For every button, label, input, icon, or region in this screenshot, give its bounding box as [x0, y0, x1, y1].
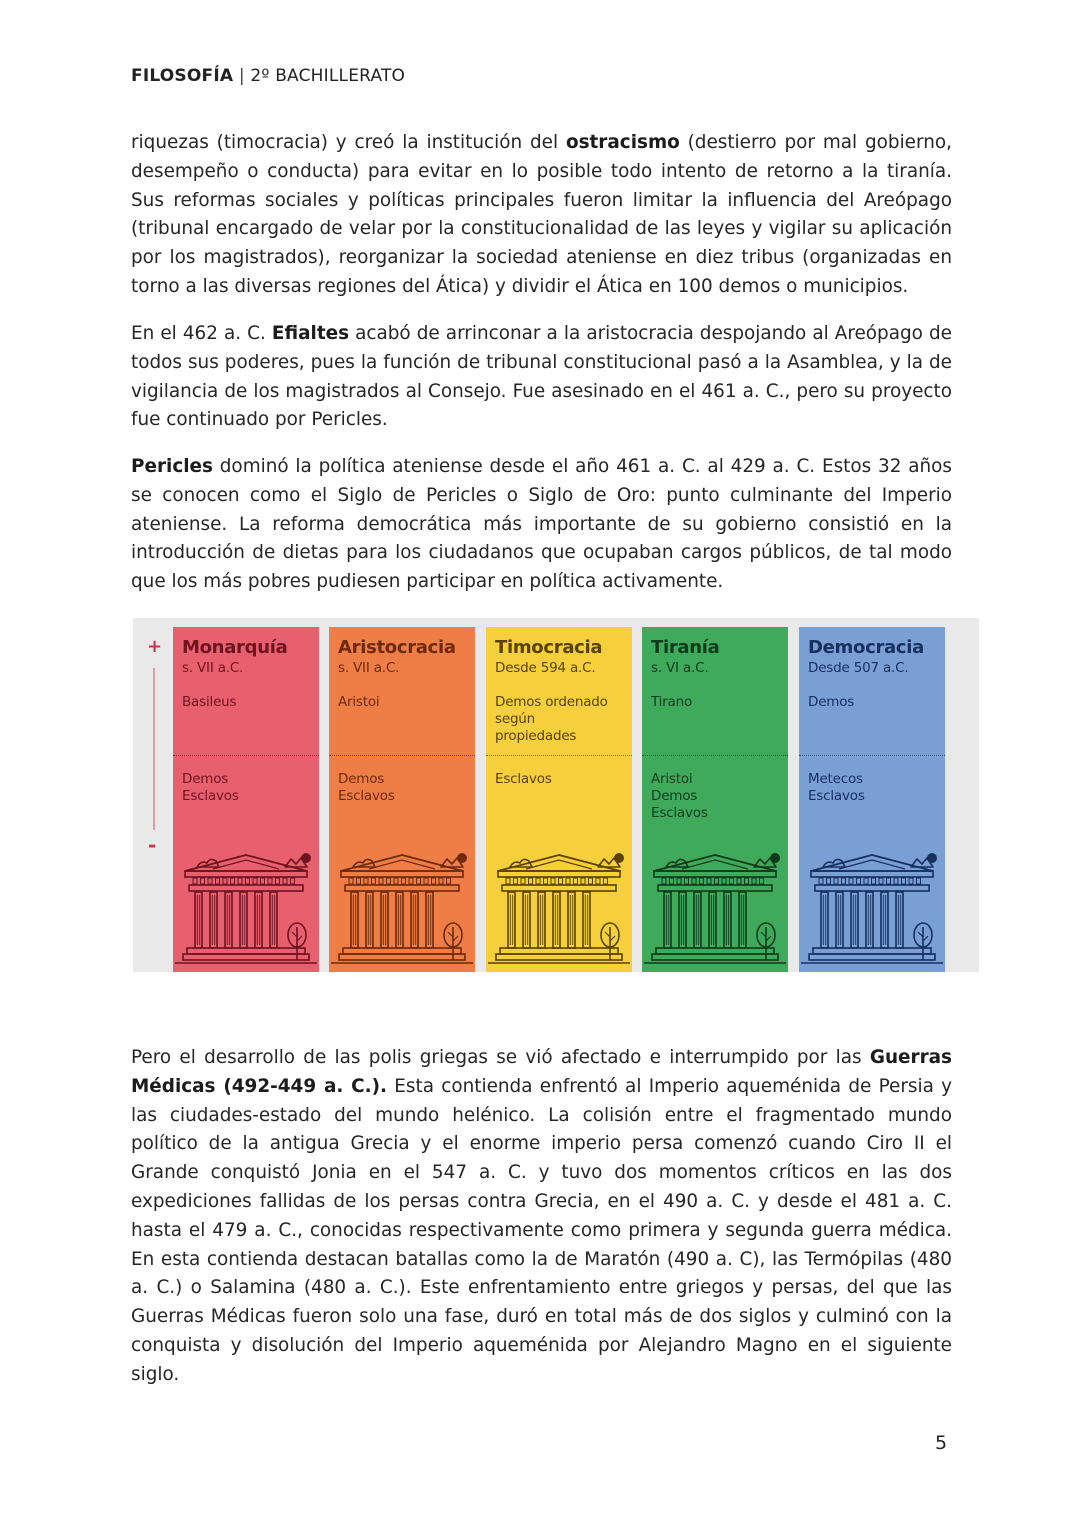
p2-text-a: En el 462 a. C. [131, 323, 272, 344]
temple-icon [486, 827, 632, 972]
p4-text-c: Esta contienda enfrentó al Imperio aqueménida de Persia y las ciudades-estado del mundo helénico. La colisión entre el fragmentado mundo político de la antigua Grecia y el enorme imperio persa comenzó cuando Ciro II el Grande conquistó Jonia en el 547 a. C. y tuvo dos momentos críticos en las dos expediciones fallidas de los persas contra Grecia, en el 490 a. C. y desde el 481 a. C. hasta el 479 a. C., conocidas respectivamente como primera y segunda guerra médica. En esta contienda destacan batallas como la de Maratón (490 a. C), las Termópilas (480 a. C.) o Salamina (480 a. C.). Este enfrentamiento entre griegos y persas, del que las Guerras Médicas fueron solo una fase, duró en total más de dos siglos y culminó con la conquista y disolución del Imperio aqueménida por Alejandro Magno en el siguiente siglo. [131, 1075, 952, 1385]
ruled-line: Metecos [808, 771, 863, 787]
p1-bold-ostracismo: ostracismo [565, 132, 680, 153]
column-ruled [338, 771, 464, 805]
government-column-1 [173, 627, 319, 972]
column-title: Tiranía [651, 637, 720, 658]
ruled-line: Esclavos [182, 788, 239, 805]
ruler-line: Basileus [182, 694, 237, 710]
temple-icon [173, 827, 319, 972]
ruler-line: según [495, 711, 536, 728]
column-divider [329, 755, 475, 756]
column-rulers [808, 694, 934, 711]
p2-bold-efialtes: Efialtes [271, 323, 350, 344]
p3-text-c: dominó la política ateniense desde el año 461 a. C. al 429 a. C. Estos 32 años se conocen como el Siglo de Pericles o Siglo de Oro: punto culminante del Imperio ateniense. La reforma democrática más importante de su gobierno consistió en la introducción de dietas para los ciudadanos que ocupaban cargos públicos, de tal modo que los más pobres pudiesen participar en política activamente. [131, 456, 952, 593]
axis-line [153, 668, 155, 830]
column-date: s. VII a.C. [338, 660, 400, 676]
paragraph-guerras-medicas [131, 1044, 952, 1390]
temple-icon [329, 827, 475, 972]
temple-icon [799, 827, 945, 972]
page-number: 5 [935, 1432, 948, 1454]
column-rulers [338, 694, 464, 711]
p4-text-a: Pero el desarrollo de las polis griegas se vió afectado e interrumpido por las [131, 1047, 870, 1068]
ruled-line: Demos [338, 771, 385, 787]
header-separator: | [233, 66, 251, 86]
column-divider [642, 755, 788, 756]
ruled-line: Demos [651, 788, 698, 805]
ruler-line: Aristoi [338, 694, 380, 710]
ruled-line: Demos [182, 771, 229, 787]
column-title: Aristocracia [338, 637, 456, 658]
column-date: Desde 507 a.C. [808, 660, 909, 676]
ruled-line: Esclavos [808, 788, 865, 805]
p1-text-c: (destierro por mal gobierno, desempeño o conducta) para evitar en lo posible todo intento de retorno a la tiranía. Sus reformas sociales y políticas principales fueron limitar la influencia del Areópago (tribunal encargado de velar por la constitucionalidad de las leyes y vigilar su aplicación por los magistrados), reorganizar la sociedad ateniense en diez tribus (organizadas en torno a las diversas regiones del Ática) y dividir el Ática en 100 demos o municipios. [131, 132, 952, 297]
ruled-line: Esclavos [495, 771, 552, 787]
paragraph-pericles [131, 453, 952, 597]
column-date: Desde 594 a.C. [495, 660, 596, 676]
government-column-3 [486, 627, 632, 972]
p2-text-c: acabó de arrinconar a la aristocracia despojando al Areópago de todos sus poderes, pues la función de tribunal constitucional pasó a la Asamblea, y la de vigilancia de los magistrados al Consejo. Fue asesinado en el 461 a. C., pero su proyecto fue continuado por Pericles. [131, 323, 952, 431]
column-title: Monarquía [182, 637, 288, 658]
ruler-line: Demos [808, 694, 855, 710]
column-divider [173, 755, 319, 756]
column-ruled [808, 771, 934, 805]
government-column-5 [799, 627, 945, 972]
ruler-line: Demos ordenado [495, 694, 608, 710]
axis-minus-label: - [148, 833, 157, 857]
paragraph-efialtes [131, 320, 952, 435]
temple-icon [642, 827, 788, 972]
government-column-4 [642, 627, 788, 972]
p1-text-a: riquezas (timocracia) y creó la institución del [131, 132, 566, 153]
column-divider [799, 755, 945, 756]
column-divider [486, 755, 632, 756]
ruled-line: Esclavos [651, 805, 708, 822]
forms-of-government-figure [133, 618, 979, 972]
column-rulers [182, 694, 308, 711]
ruler-line: propiedades [495, 728, 577, 745]
column-ruled [495, 771, 621, 788]
ruled-line: Esclavos [338, 788, 395, 805]
column-date: s. VI a.C. [651, 660, 709, 676]
column-rulers [651, 694, 777, 711]
column-ruled [651, 771, 777, 823]
column-title: Democracia [808, 637, 924, 658]
column-title: Timocracia [495, 637, 603, 658]
government-column-2 [329, 627, 475, 972]
column-date: s. VII a.C. [182, 660, 244, 676]
ruled-line: Aristoi [651, 771, 693, 787]
p3-bold-pericles: Pericles [131, 456, 213, 477]
axis-plus-label: + [147, 636, 163, 657]
ruler-line: Tirano [651, 694, 693, 710]
page-header [131, 66, 405, 86]
p4-bold-guerras-medicas: Guerras Médicas (492-449 a. C.). [131, 1047, 952, 1097]
column-rulers [495, 694, 621, 746]
column-ruled [182, 771, 308, 805]
header-course: 2º BACHILLERATO [250, 66, 406, 86]
header-subject: FILOSOFÍA [131, 66, 234, 86]
paragraph-timocracia [131, 129, 952, 302]
